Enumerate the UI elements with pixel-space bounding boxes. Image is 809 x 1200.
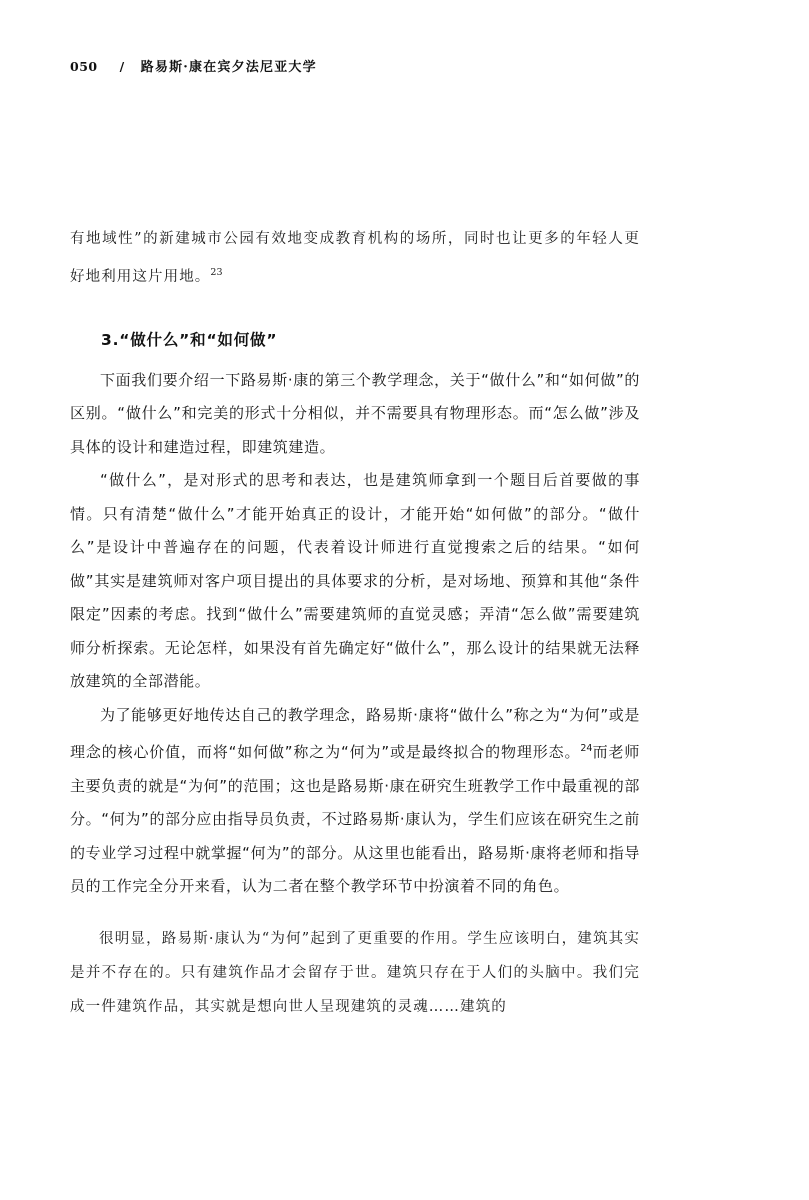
running-head-chapter-title: 路易斯·康在宾夕法尼亚大学 bbox=[140, 60, 317, 75]
page-folio: 050 bbox=[70, 59, 98, 74]
running-head-separator: / bbox=[119, 59, 125, 74]
bottom-extract-paragraph: 很明显，路易斯·康认为“为何”起到了更重要的作用。学生应该明白，建筑其实是并不存在的。只有建筑作品才会留存于世。建筑只存在于人们的头脑中。我们完成一件建筑作品，其实就是想向世人呈现建筑的灵魂……建筑的 bbox=[70, 930, 640, 1015]
paragraph-2: “做什么”，是对形式的思考和表达，也是建筑师拿到一个题目后首要做的事情。只有清楚“做什么”才能开始真正的设计，才能开始“如何做”的部分。“做什么”是设计中普遍存在的问题，代表着设计师进行直觉搜索之后的结果。“如何做”其实是建筑师对客户项目提出的具体要求的分析，是对场地、预算和其他“条件限定”因素的考虑。找到“做什么”需要建筑师的直觉灵感；弄清“怎么做”需要建筑师分析探索。无论怎样，如果没有首先确定好“做什么”，那么设计的结果就无法释放建筑的全部潜能。 bbox=[70, 471, 640, 691]
page-body bbox=[70, 222, 640, 1040]
top-extract-paragraph bbox=[70, 222, 640, 294]
top-extract-text: 有地域性”的新建城市公园有效地变成教育机构的场所，同时也让更多的年轻人更好地利用这片用地。 bbox=[70, 231, 640, 285]
extract-spacer bbox=[70, 904, 640, 922]
paragraph-3-before-note: 为了能够更好地传达自己的教学理念，路易斯·康将“做什么”称之为“为何”或是理念的核心价值，而将“如何做”称之为“何为”或是最终拟合的物理形态。 bbox=[70, 705, 640, 762]
footnote-marker-24: 24 bbox=[580, 743, 593, 755]
paragraph-3 bbox=[70, 699, 640, 904]
paragraph-3-after-note: 而老师主要负责的就是“为何”的范围；这也是路易斯·康在研究生班教学工作中最重视的部分。“何为”的部分应由指导员负责，不过路易斯·康认为，学生们应该在研究生之前的专业学习过程中就掌握“何为”的部分。从这里也能看出，路易斯·康将老师和指导员的工作完全分开来看，认为二者在整个教学环节中扮演着不同的角色。 bbox=[70, 743, 640, 896]
running-head bbox=[70, 56, 670, 75]
section-heading: 3.“做什么”和“如何做” bbox=[101, 330, 278, 349]
paragraph-1: 下面我们要介绍一下路易斯·康的第三个教学理念，关于“做什么”和“如何做”的区别。“做什么”和完美的形式十分相似，并不需要具有物理形态。而“怎么做”涉及具体的设计和建造过程，即建筑建造。 bbox=[70, 370, 640, 456]
footnote-marker-23: 23 bbox=[210, 267, 223, 278]
